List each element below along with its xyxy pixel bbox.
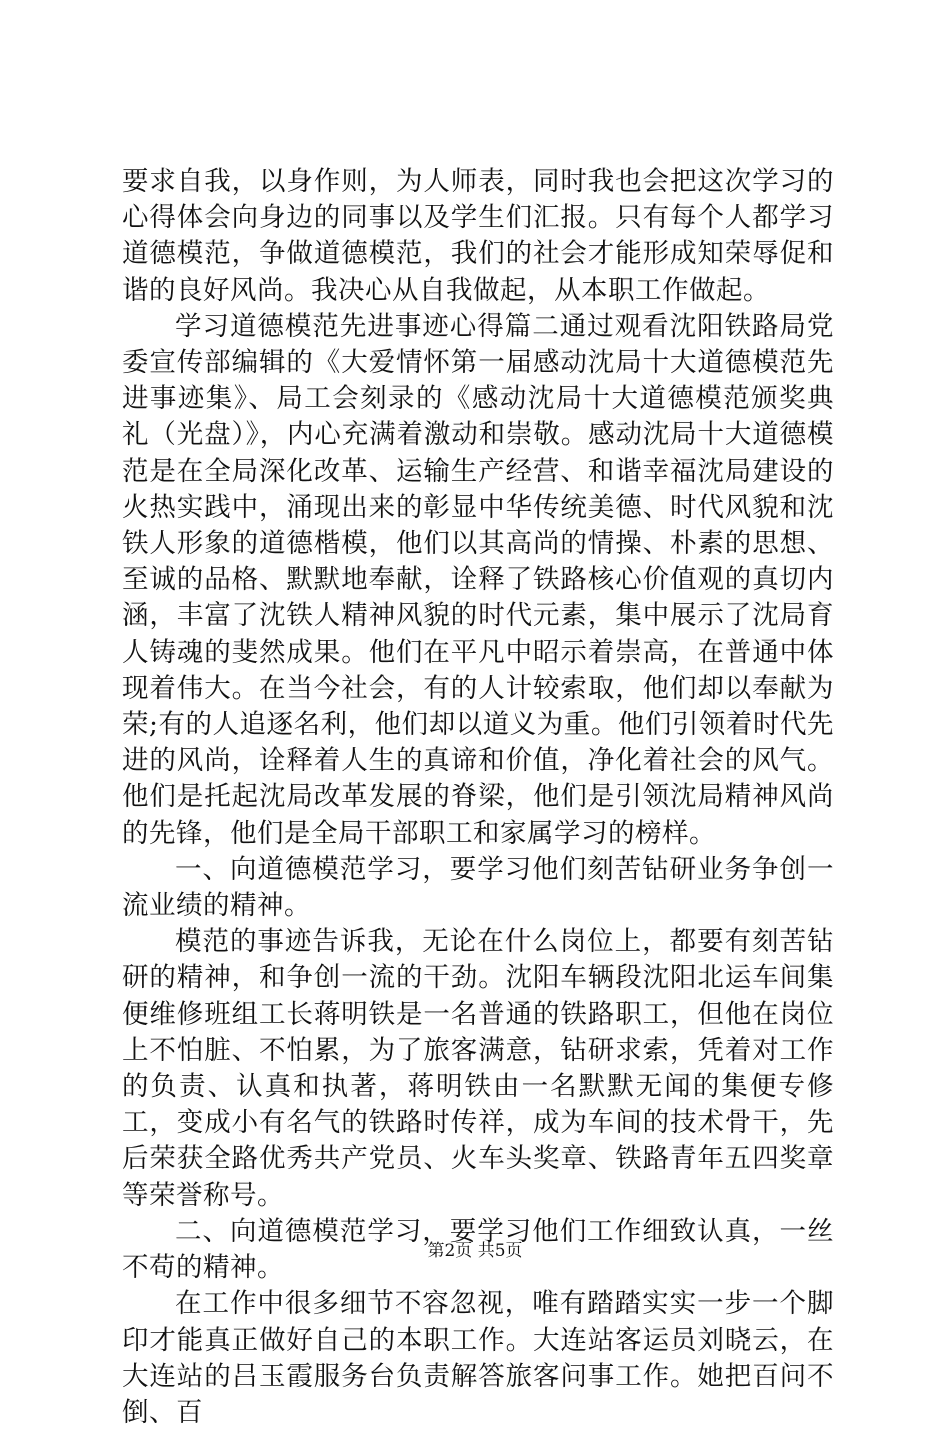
- paragraph-3-heading-one: 一、向道德模范学习，要学习他们刻苦钻研业务争创一流业绩的精神。: [122, 853, 834, 922]
- paragraph-4: 模范的事迹告诉我，无论在什么岗位上，都要有刻苦钻研的精神，和争创一流的干劲。沈阳车辆段沈阳北运车间集便维修班组工长蒋明铁是一名普通的铁路职工，但他在岗位上不怕脏、不怕累，为了旅客满意，钻研求索，凭着对工作的负责、认真和执著，蒋明铁由一名默默无闻的集便专修工，变成小有名气的铁路时传祥，成为车间的技术骨干，先后荣获全路优秀共产党员、火车头奖章、铁路青年五四奖章等荣誉称号。: [122, 926, 834, 1211]
- paragraph-1: 要求自我，以身作则，为人师表，同时我也会把这次学习的心得体会向身边的同事以及学生们汇报。只有每个人都学习道德模范，争做道德模范，我们的社会才能形成知荣辱促和谐的良好风尚。我决心从自我做起，从本职工作做起。: [122, 166, 834, 306]
- page-footer: 第2页 共5页: [427, 1241, 523, 1261]
- paragraph-5-heading-two: 二、向道德模范学习，要学习他们工作细致认真，一丝不苟的精神。: [122, 1215, 834, 1284]
- paragraph-2: 学习道德模范先进事迹心得篇二通过观看沈阳铁路局党委宣传部编辑的《大爱情怀第一届感动沈局十大道德模范先进事迹集》、局工会刻录的《感动沈局十大道德模范颁奖典礼（光盘）》，内心充满着激动和崇敬。感动沈局十大道德模范是在全局深化改革、运输生产经营、和谐幸福沈局建设的火热实践中，涌现出来的彰显中华传统美德、时代风貌和沈铁人形象的道德楷模，他们以其高尚的情操、朴素的思想、至诚的品格、默默地奉献，诠释了铁路核心价值观的真切内涵，丰富了沈铁人精神风貌的时代元素，集中展示了沈局育人铸魂的斐然成果。他们在平凡中昭示着崇高，在普通中体现着伟大。在当今社会，有的人计较索取，他们却以奉献为荣;有的人追逐名利，他们却以道义为重。他们引领着时代先进的风尚，诠释着人生的真谛和价值，净化着社会的风气。他们是托起沈局改革发展的脊梁，他们是引领沈局精神风尚的先锋，他们是全局干部职工和家属学习的榜样。: [122, 310, 834, 849]
- paragraph-6: 在工作中很多细节不容忽视，唯有踏踏实实一步一个脚印才能真正做好自己的本职工作。大连站客运员刘晓云，在大连站的吕玉霞服务台负责解答旅客问事工作。她把百问不倒、百: [122, 1288, 834, 1428]
